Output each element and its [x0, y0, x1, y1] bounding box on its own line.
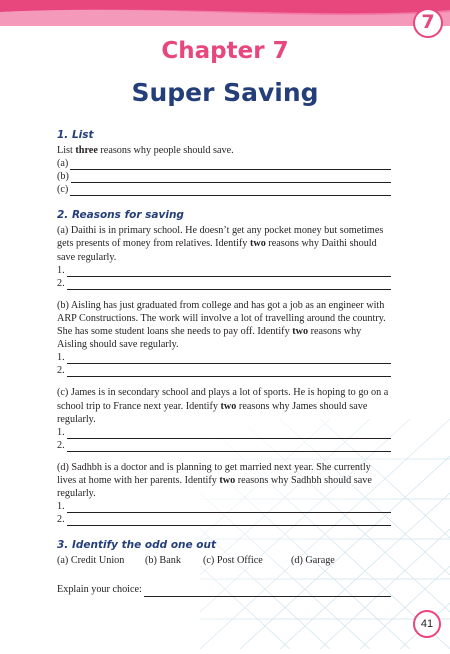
scenario-d: [57, 461, 391, 500]
worksheet-content: [57, 128, 391, 597]
option-post-office[interactable]: (c) Post Office: [203, 555, 263, 567]
write-line[interactable]: [67, 267, 391, 277]
scenario-text: reasons why Aisling should save regularly.: [57, 326, 362, 351]
line-label: (a): [57, 158, 69, 170]
line-label: 2.: [57, 277, 65, 289]
answer-line[interactable]: [57, 426, 391, 439]
line-label: 2.: [57, 365, 65, 377]
header-band: [0, 0, 450, 26]
answer-line[interactable]: [57, 264, 391, 277]
section-heading-odd-one-out: 3. Identify the odd one out: [57, 539, 217, 552]
section-heading-list: 1. List: [57, 129, 94, 141]
write-line[interactable]: [67, 442, 391, 452]
list-prompt: [57, 144, 391, 157]
answer-line[interactable]: [57, 183, 391, 196]
answer-line[interactable]: [57, 364, 391, 377]
line-label: (b): [57, 171, 69, 183]
page-title: Super Saving: [131, 78, 319, 107]
write-line[interactable]: [70, 186, 391, 196]
chapter-title: Chapter 7: [161, 38, 289, 64]
option-garage[interactable]: (d) Garage: [291, 555, 335, 567]
line-label: 1.: [57, 264, 65, 276]
scenario-c: [57, 386, 391, 425]
scenario-text: reasons why Daithi should save regularly.: [57, 238, 377, 263]
prompt-text: reasons why people should save.: [97, 145, 234, 156]
explain-label: Explain your choice:: [57, 584, 142, 596]
scenario-text: (d) Sadhbh is a doctor and is planning to get married next year. She currently lives at home with her parents. Identify: [57, 461, 371, 486]
line-label: 2.: [57, 439, 65, 451]
odd-one-out-options: [57, 554, 391, 567]
scenario-text: reasons why Sadhbh should save regularly.: [57, 474, 372, 500]
line-label: (c): [57, 184, 69, 196]
scenario-a: [57, 224, 391, 263]
answer-line[interactable]: [57, 439, 391, 452]
line-label: 1.: [57, 426, 65, 438]
scenario-text: reasons why James should save regularly.: [57, 400, 368, 425]
write-line[interactable]: [67, 354, 391, 364]
scenario-bold: two: [249, 238, 266, 250]
scenario-bold: two: [220, 400, 237, 412]
answer-line[interactable]: [57, 277, 391, 290]
page-number: 41: [413, 610, 441, 638]
answer-line[interactable]: [57, 157, 391, 170]
option-bank[interactable]: (b) Bank: [145, 555, 181, 567]
scenario-text: (c) James is in secondary school and plays a lot of sports. He is hoping to go on a school trip to France next year. Identify: [57, 387, 389, 412]
scenario-text: (b) Aisling has just graduated from college and has got a job as an engineer with ARP Constructions. The work will involve a lot of travelling around the country. She has some student loans she needs to pay off. Identify: [57, 299, 386, 338]
write-line[interactable]: [67, 503, 391, 513]
prompt-text: List: [57, 145, 76, 156]
write-line[interactable]: [67, 516, 391, 526]
scenario-bold: two: [219, 474, 236, 486]
write-line[interactable]: [67, 280, 391, 290]
write-line[interactable]: [144, 587, 391, 597]
line-label: 1.: [57, 501, 65, 513]
answer-line[interactable]: [57, 351, 391, 364]
write-line[interactable]: [71, 173, 391, 183]
scenario-b: [57, 299, 391, 351]
chapter-badge: 7: [413, 8, 443, 38]
answer-line[interactable]: [57, 500, 391, 513]
write-line[interactable]: [70, 160, 391, 170]
line-label: 2.: [57, 514, 65, 526]
write-line[interactable]: [67, 367, 391, 377]
answer-line[interactable]: [57, 513, 391, 526]
answer-line[interactable]: [57, 170, 391, 183]
scenario-bold: two: [292, 326, 309, 338]
prompt-bold: three: [75, 145, 98, 156]
write-line[interactable]: [67, 429, 391, 439]
explain-line[interactable]: [57, 583, 391, 596]
section-heading-reasons: 2. Reasons for saving: [57, 209, 184, 222]
scenario-text: (a) Daithi is in primary school. He doesn’t get any pocket money but sometimes gets presents of money from relatives. Identify: [57, 225, 384, 250]
line-label: 1.: [57, 352, 65, 364]
option-credit-union[interactable]: (a) Credit Union: [57, 555, 125, 567]
